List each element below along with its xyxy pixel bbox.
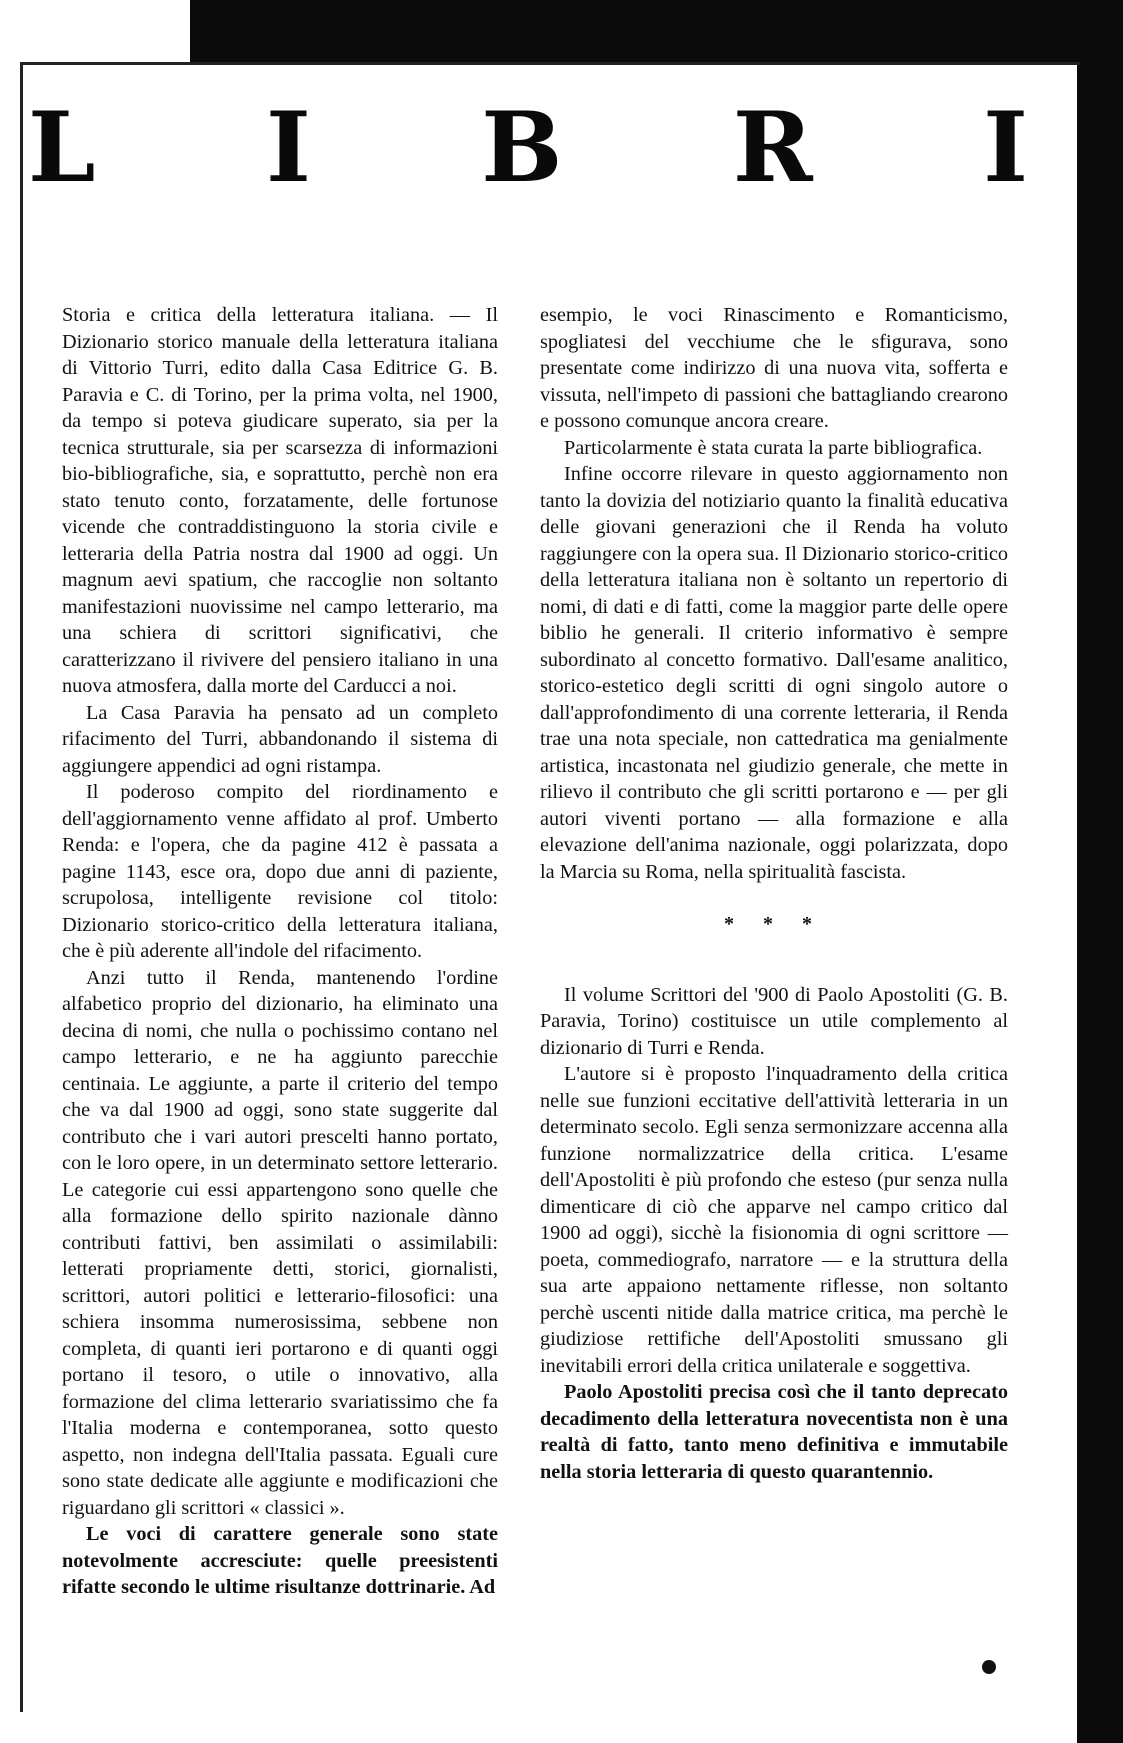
paragraph: Anzi tutto il Renda, mantenendo l'ordine alfabetico proprio del dizionario, ha eliminato una decina di nomi, che nulla o pochissimo contano nel campo letterario, e ne ha aggiunto parecchie centinaia. Le aggiunte, a parte il criterio del tempo che va dal 1900 ad oggi, sono state suggerite dal contributo che i vari autori prescelti hanno portato, con le loro opere, in un determinato settore letterario. Le categorie cui essi appartengono sono quelle che alla formazione dello spirito nazionale dànno contributi fattivi, ben assimilati o assimilabili: letterati propriamente detti, storici, giornalisti, scrittori, autori politici e letterario-filosofici: una schiera insomma numerosissima, sebbene non completa, di quanti ieri portarono e di quanti oggi portano il tesoro, o utile o innovativo, alla formazione del clima letterario svariatissimo che fa l'Italia moderna e contemporanea, sotto questo aspetto, non indegna dell'Italia passata. Eguali cure sono state dedicate alle aggiunte e modificazioni che riguardano gli scrittori « classici ». bbox=[62, 966, 498, 1519]
title-letter: I bbox=[265, 91, 311, 204]
paragraph: Paolo Apostoliti precisa così che il tanto deprecato decadimento della letteratura novecentista non è una realtà di fatto, tanto meno definitiva e immutabile nella storia letteraria di questo quarantennio. bbox=[540, 1381, 1008, 1483]
paragraph: Il poderoso compito del riordinamento e dell'aggiornamento venne affidato al prof. Umberto Renda: e l'opera, che da pagine 412 è passata a pagine 1143, esce ora, dopo due anni di paziente, scrupolosa, intelligente revisione col titolo: Dizionario storico-critico della letteratura italiana, che è più aderente all'indole del rifacimento. bbox=[62, 781, 498, 962]
title-letter: R bbox=[732, 91, 813, 204]
left-column bbox=[62, 302, 498, 1601]
title-letter: B bbox=[481, 91, 563, 204]
paragraph: Storia e critica della letteratura italiana. — Il Dizionario storico manuale della letteratura italiana di Vittorio Turri, edito dalla Casa Editrice G. B. Paravia e C. di Torino, per la prima volta, nel 1900, da tempo si poteva giudicare superato, sia per la tecnica strutturale, sia per scarsezza di informazioni bio-bibliografiche, sia, e soprattutto, perchè non era stato tenuto conto, forzatamente, delle fortunose vicende che contraddistinguono la storia civile e letteraria della Patria nostra dal 1900 ad oggi. Un magnum aevi spatium, che raccoglie non soltanto manifestazioni nuovissime nel campo letterario, ma una schiera di scrittori significativi, che caratterizzano il rivivere del pensiero italiano in una nuova atmosfera, dalla morte del Carducci a noi. bbox=[62, 304, 498, 697]
paragraph: La Casa Paravia ha pensato ad un completo rifacimento del Turri, abbandonando il sistema di aggiungere appendici ad ogni ristampa. bbox=[62, 701, 498, 777]
paragraph: esempio, le voci Rinascimento e Romanticismo, spogliatesi del vecchiume che le sfigurava, sono presentate come indirizzo di una nuova vita, sofferta e vissuta, nell'impeto di passioni che battagliando crearono e possono comunque ancora creare. bbox=[540, 304, 1008, 432]
title-letter: I bbox=[983, 91, 1028, 204]
page-title bbox=[28, 88, 1028, 208]
page-mark-dot bbox=[982, 1660, 996, 1674]
title-letter: L bbox=[28, 91, 96, 204]
paragraph: Particolarmente è stata curata la parte bibliografica. bbox=[564, 436, 983, 459]
right-column bbox=[540, 302, 1008, 1485]
right-black-band bbox=[1077, 0, 1123, 1743]
paragraph: L'autore si è proposto l'inquadramento della critica nelle sue funzioni eccitative dell'attività letteraria in un determinato secolo. Egli senza sermonizzare accenna alla funzione normalizzatrice della critica. L'esame dell'Apostoliti è più profondo che esteso (pur senza nulla dimenticare di ciò che apparve nel campo critico dal 1900 ad oggi), sicchè la fisionomia di ogni scrittore — poeta, commediografo, narratore — e la struttura della sua arte appaiono nettamente riflesse, non soltanto perchè uscenti nitide dalla matrice critica, ma perchè le giudiziose rettifiche dell'Apostoliti smussano gli inevitabili errori della critica unilaterale e soggettiva. bbox=[540, 1063, 1008, 1377]
section-separator: * * * bbox=[724, 913, 824, 935]
top-black-band bbox=[190, 0, 1123, 62]
paragraph: Il volume Scrittori del '900 di Paolo Apostoliti (G. B. Paravia, Torino) costituisce un utile complemento al dizionario di Turri e Renda. bbox=[540, 983, 1008, 1059]
paragraph: Infine occorre rilevare in questo aggiornamento non tanto la dovizia del notiziario quanto la finalità educativa delle giovani generazioni che il Renda ha voluto raggiungere con la opera sua. Il Dizionario storico-critico della letteratura italiana non è soltanto un repertorio di nomi, di dati e di fatti, come la maggior parte delle opere biblio he generali. Il criterio informativo è sempre subordinato al concetto formativo. Dall'esame analitico, storico-estetico degli scritti di ogni singolo autore o dall'approfondimento di una corrente letteraria, il Renda trae una nota speciale, non cattedratica ma genialmente artistica, incastonata nel giudizio generale, che mette in rilievo il contributo che gli scritti portarono e — per gli autori viventi portano — alla formazione e alla elevazione dell'anima nazionale, oggi polarizzata, dopo la Marcia su Roma, nella spiritualità fascista. bbox=[540, 463, 1008, 883]
frame-top-rule bbox=[20, 62, 1080, 65]
frame-left-rule bbox=[20, 62, 23, 1712]
paragraph: Le voci di carattere generale sono state notevolmente accresciute: quelle preesistenti rifatte secondo le ultime risultanze dottrinarie. Ad bbox=[62, 1523, 498, 1598]
